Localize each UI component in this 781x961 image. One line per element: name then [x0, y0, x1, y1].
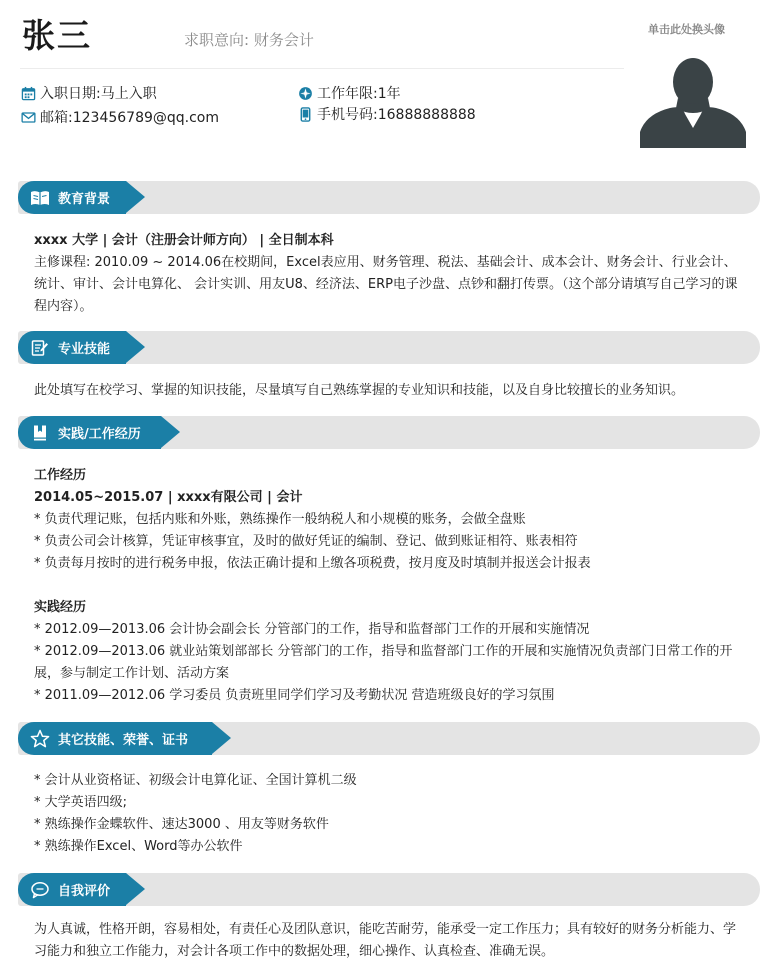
section-arrow [126, 873, 145, 905]
spacer [34, 575, 746, 597]
section-tag-self-eval [18, 873, 126, 906]
work-line: 2014.05~2015.07 | xxxx有限公司 | 会计 [34, 490, 303, 505]
experience-content [34, 465, 746, 707]
education-school-line: xxxx 大学 | 会计（注册会计师方向） | 全日制本科 [34, 233, 334, 248]
skills-content [34, 380, 746, 402]
section-arrow [161, 416, 180, 448]
section-title-self-eval: 自我评价 [58, 884, 111, 899]
section-header-self-eval [18, 873, 760, 906]
list-item: * 2012.09—2013.06 会计协会副会长 分管部门的工作，指导和监督部门工作的开展和实施情况 [34, 622, 590, 637]
start-date-text: 入职日期:马上入职 [40, 86, 157, 102]
section-tag-experience [18, 416, 161, 449]
section-tag-skills [18, 331, 126, 364]
avatar-change-label[interactable]: 单击此处换头像 [648, 23, 725, 36]
work-heading: 工作经历 [34, 468, 87, 483]
section-title-skills: 专业技能 [58, 342, 111, 357]
mail-icon [20, 109, 36, 125]
phone-text: 手机号码:16888888888 [317, 107, 476, 123]
section-title-education: 教育背景 [58, 192, 111, 207]
section-header-experience [18, 416, 760, 449]
list-item: * 2012.09—2013.06 就业站策划部部长 分管部门的工作，指导和监督部门工作的开展和实施情况负责部门日常工作的开展，参与制定工作计划、活动方案 [34, 644, 733, 681]
edit-icon [30, 338, 50, 358]
compass-icon [297, 85, 313, 101]
education-content [34, 230, 746, 318]
work-years-row [297, 83, 401, 103]
header-divider [20, 68, 624, 69]
phone-row [297, 104, 476, 124]
book-icon [30, 188, 50, 208]
calendar-icon [20, 85, 36, 101]
star-icon [30, 729, 50, 749]
work-years-text: 工作年限:1年 [317, 86, 401, 102]
list-item: * 大学英语四级; [34, 795, 128, 810]
section-title-honors: 其它技能、荣誉、证书 [58, 733, 189, 748]
list-item: * 负责公司会计核算，凭证审核事宜，及时的做好凭证的编制、登记、做到账证相符、账表相符 [34, 534, 578, 549]
section-title-experience: 实践/工作经历 [58, 427, 141, 442]
list-item: * 熟练操作金蝶软件、速达3000 、用友等财务软件 [34, 817, 329, 832]
practice-heading: 实践经历 [34, 600, 87, 615]
self-eval-content [34, 919, 746, 961]
list-item: * 2011.09—2012.06 学习委员 负责班里同学们学习及考勤状况 营造班级良好的学习氛围 [34, 688, 555, 703]
section-arrow [212, 722, 231, 754]
section-arrow [126, 181, 145, 213]
list-item: * 负责每月按时的进行税务申报，依法正确计提和上缴各项税费，按月度及时填制并报送会计报表 [34, 556, 591, 571]
avatar-silhouette-icon [640, 48, 746, 148]
skills-text: 此处填写在校学习、掌握的知识技能，尽量填写自己熟练掌握的专业知识和技能，以及自身比较擅长的业务知识。 [34, 383, 685, 398]
avatar[interactable] [640, 48, 746, 148]
section-arrow [126, 331, 145, 363]
email-text: 邮箱:123456789@qq.com [40, 110, 220, 126]
chat-icon [30, 880, 50, 900]
section-tag-honors [18, 722, 212, 755]
honors-content [34, 770, 746, 858]
section-header-education [18, 181, 760, 214]
candidate-name: 张三 [22, 16, 92, 55]
bookmark-icon [30, 423, 50, 443]
email-row [20, 107, 219, 127]
phone-icon [297, 106, 313, 122]
section-header-skills [18, 331, 760, 364]
section-header-honors [18, 722, 760, 755]
start-date-row [20, 83, 157, 103]
education-courses: 主修课程: 2010.09 ~ 2014.06在校期间，Excel表应用、财务管理、税法、基础会计、成本会计、财务会计、行业会计、统计、审计、会计电算化、 会计实训、用友U8、经济法、ERP电子沙盘、点钞和翻打传票。（这个部分请填写自己学习的课程内容）。 [34, 255, 738, 314]
section-tag-education [18, 181, 126, 214]
list-item: * 熟练操作Excel、Word等办公软件 [34, 839, 243, 854]
list-item: * 负责代理记账，包括内账和外账，熟练操作一般纳税人和小规模的账务，会做全盘账 [34, 512, 526, 527]
job-intent: 求职意向: 财务会计 [184, 31, 314, 49]
self-eval-text: 为人真诚，性格开朗，容易相处，有责任心及团队意识，能吃苦耐劳，能承受一定工作压力；具有较好的财务分析能力、学习能力和独立工作能力，对会计各项工作中的数据处理，细心操作、认真检查、准确无误。 [34, 922, 737, 959]
list-item: * 会计从业资格证、初级会计电算化证、全国计算机二级 [34, 773, 357, 788]
